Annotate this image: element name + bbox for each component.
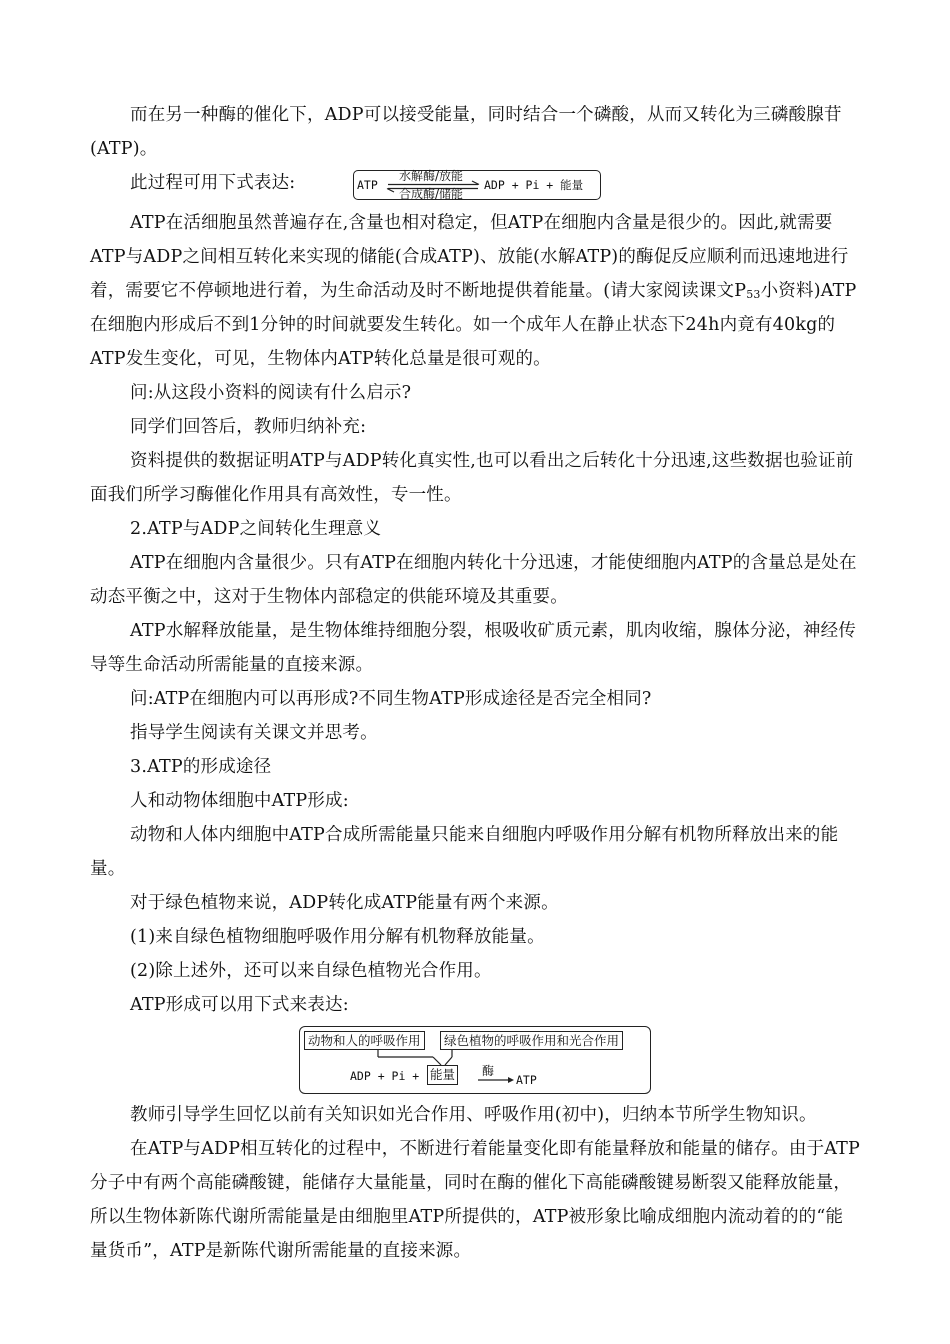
paragraph: (1)来自绿色植物细胞呼吸作用分解有机物释放能量。 <box>130 927 545 947</box>
paragraph: 问:从这段小资料的阅读有什么启示? <box>130 383 412 403</box>
formula-left: ATP <box>357 178 378 192</box>
atp-adp-conversion-formula <box>353 170 601 200</box>
formula-bottom-label: 合成酶/储能 <box>399 187 464 201</box>
paragraph: 动物和人体内细胞中ATP合成所需能量只能来自细胞内呼吸作用分解有机物所释放出来的能量。 <box>90 825 839 879</box>
paragraph: 指导学生阅读有关课文并思考。 <box>130 723 378 743</box>
paragraph: (2)除上述外，还可以来自绿色植物光合作用。 <box>130 961 492 981</box>
paragraph: ATP水解释放能量，是生物体维持细胞分裂，根吸收矿质元素，肌肉收缩，腺体分泌，神经传导等生命活动所需能量的直接来源。 <box>90 621 857 675</box>
page-subscript: 53 <box>746 288 761 301</box>
document-body <box>90 98 860 1268</box>
paragraph: 问:ATP在细胞内可以再形成?不同生物ATP形成途径是否完全相同? <box>130 689 652 709</box>
paragraph: 教师引导学生回忆以前有关知识如光合作用、呼吸作用(初中)，归纳本节所学生物知识。 <box>130 1105 817 1125</box>
paragraph: ATP形成可以用下式来表达: <box>130 995 349 1015</box>
section-heading: 2.ATP与ADP之间转化生理意义 <box>130 519 382 539</box>
section-heading: 3.ATP的形成途径 <box>130 757 272 777</box>
formula-reactants: ADP + Pi + <box>350 1069 420 1083</box>
paragraph: 而在另一种酶的催化下，ADP可以接受能量，同时结合一个磷酸，从而又转化为三磷酸腺苷(ATP)。 <box>90 105 842 159</box>
paragraph: ATP在细胞内含量很少。只有ATP在细胞内转化十分迅速，才能使细胞内ATP的含量总是处在动态平衡之中，这对于生物体内部稳定的供能环境及其重要。 <box>90 553 857 607</box>
animal-respiration-box: 动物和人的呼吸作用 <box>304 1031 425 1050</box>
atp-formation-formula <box>299 1026 651 1094</box>
paragraph: 人和动物体细胞中ATP形成: <box>130 791 349 811</box>
formula-product: ATP <box>516 1073 537 1087</box>
plant-respiration-photosynthesis-box: 绿色植物的呼吸作用和光合作用 <box>440 1031 623 1050</box>
formula-top-label: 水解酶/放能 <box>399 169 464 183</box>
paragraph: 在ATP与ADP相互转化的过程中，不断进行着能量变化即有能量释放和能量的储存。由于ATP分子中有两个高能磷酸键，能储存大量能量，同时在酶的催化下高能磷酸键易断裂又能释放能量，所以生物体新陈代谢所需能量是由细胞里ATP所提供的，ATP被形象比喻成细胞内流动着的的“能量货币”，ATP是新陈代谢所需能量的直接来源。 <box>90 1139 860 1261</box>
formula-right: ADP + Pi + 能量 <box>484 178 584 192</box>
paragraph: 此过程可用下式表达: <box>130 173 296 193</box>
paragraph: 资料提供的数据证明ATP与ADP转化真实性,也可以看出之后转化十分迅速,这些数据也验证前面我们所学习酶催化作用具有高效性，专一性。 <box>90 451 854 505</box>
paragraph: 对于绿色植物来说，ADP转化成ATP能量有两个来源。 <box>130 893 559 913</box>
energy-box: 能量 <box>427 1065 458 1085</box>
enzyme-label: 酶 <box>482 1064 495 1078</box>
paragraph: ATP在活细胞虽然普遍存在,含量也相对稳定，但ATP在细胞内含量是很少的。因此,就需要ATP与ADP之间相互转化来实现的储能(合成ATP)、放能(水解ATP)的酶促反应顺利而迅速地进行着，需要它不停顿地进行着，为生命活动及时不断地提供着能量。(请大家阅读课文$P_{53}$小资料)ATP在细胞内形成后不到1分钟的时间就要发生转化。如一个成年人在静止状态下24h内竟有40kg的ATP发生变化，可见，生物体内ATP转化总量是很可观的。 <box>90 213 857 369</box>
paragraph: 同学们回答后，教师归纳补充: <box>130 417 367 437</box>
